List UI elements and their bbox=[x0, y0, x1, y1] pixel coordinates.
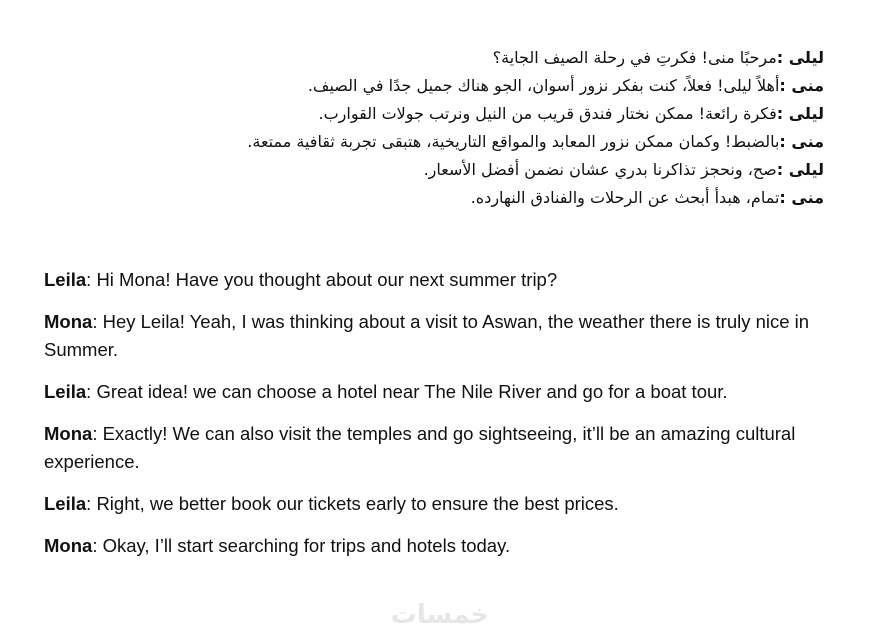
line-text: : Okay, I’ll start searching for trips and hotels today. bbox=[92, 535, 511, 556]
line-text: مرحبًا منى! فكرتِ في رحلة الصيف الجاية؟ bbox=[492, 48, 777, 67]
line-text: أهلاً ليلى! فعلاً، كنت بفكر نزور أسوان، الجو هناك جميل جدًا في الصيف. bbox=[307, 76, 780, 95]
line-text: صح، ونحجز تذاكرنا بدري عشان نضمن أفضل الأسعار. bbox=[423, 160, 777, 179]
speaker-name: Leila bbox=[44, 381, 87, 402]
english-dialogue bbox=[44, 266, 834, 574]
english-line bbox=[44, 490, 834, 518]
speaker-name: ليلى : bbox=[776, 48, 824, 67]
line-text: بالضبط! وكمان ممكن نزور المعابد والمواقع التاريخية، هتبقى تجربة ثقافية ممتعة. bbox=[247, 132, 780, 151]
arabic-dialogue bbox=[44, 44, 824, 212]
speaker-name: منى : bbox=[779, 76, 824, 95]
english-line bbox=[44, 378, 834, 406]
speaker-name: ليلى : bbox=[776, 160, 824, 179]
line-text: تمام، هبدأ أبحث عن الرحلات والفنادق النهارده. bbox=[470, 188, 780, 207]
arabic-line bbox=[44, 156, 824, 184]
line-text: فكرة رائعة! ممكن نختار فندق قريب من النيل ونرتب جولات القوارب. bbox=[318, 104, 777, 123]
arabic-line bbox=[44, 128, 824, 156]
speaker-name: Mona bbox=[44, 535, 93, 556]
speaker-name: منى : bbox=[779, 132, 824, 151]
line-text: : Exactly! We can also visit the temples and go sightseeing, it’ll be an amazing cultural experience. bbox=[44, 423, 796, 472]
arabic-line bbox=[44, 44, 824, 72]
speaker-name: منى : bbox=[779, 188, 824, 207]
english-line bbox=[44, 532, 834, 560]
arabic-line bbox=[44, 72, 824, 100]
speaker-name: Mona bbox=[44, 311, 93, 332]
arabic-line bbox=[44, 100, 824, 128]
arabic-line bbox=[44, 184, 824, 212]
speaker-name: Leila bbox=[44, 269, 87, 290]
watermark-logo: خمسات bbox=[390, 600, 490, 630]
speaker-name: Mona bbox=[44, 423, 93, 444]
line-text: : Hey Leila! Yeah, I was thinking about a visit to Aswan, the weather there is truly nice in Summer. bbox=[44, 311, 810, 360]
english-line bbox=[44, 266, 834, 294]
line-text: : Great idea! we can choose a hotel near The Nile River and go for a boat tour. bbox=[86, 381, 728, 402]
speaker-name: ليلى : bbox=[776, 104, 824, 123]
line-text: : Hi Mona! Have you thought about our next summer trip? bbox=[86, 269, 558, 290]
english-line bbox=[44, 308, 834, 364]
english-line bbox=[44, 420, 834, 476]
speaker-name: Leila bbox=[44, 493, 87, 514]
line-text: : Right, we better book our tickets early to ensure the best prices. bbox=[86, 493, 619, 514]
